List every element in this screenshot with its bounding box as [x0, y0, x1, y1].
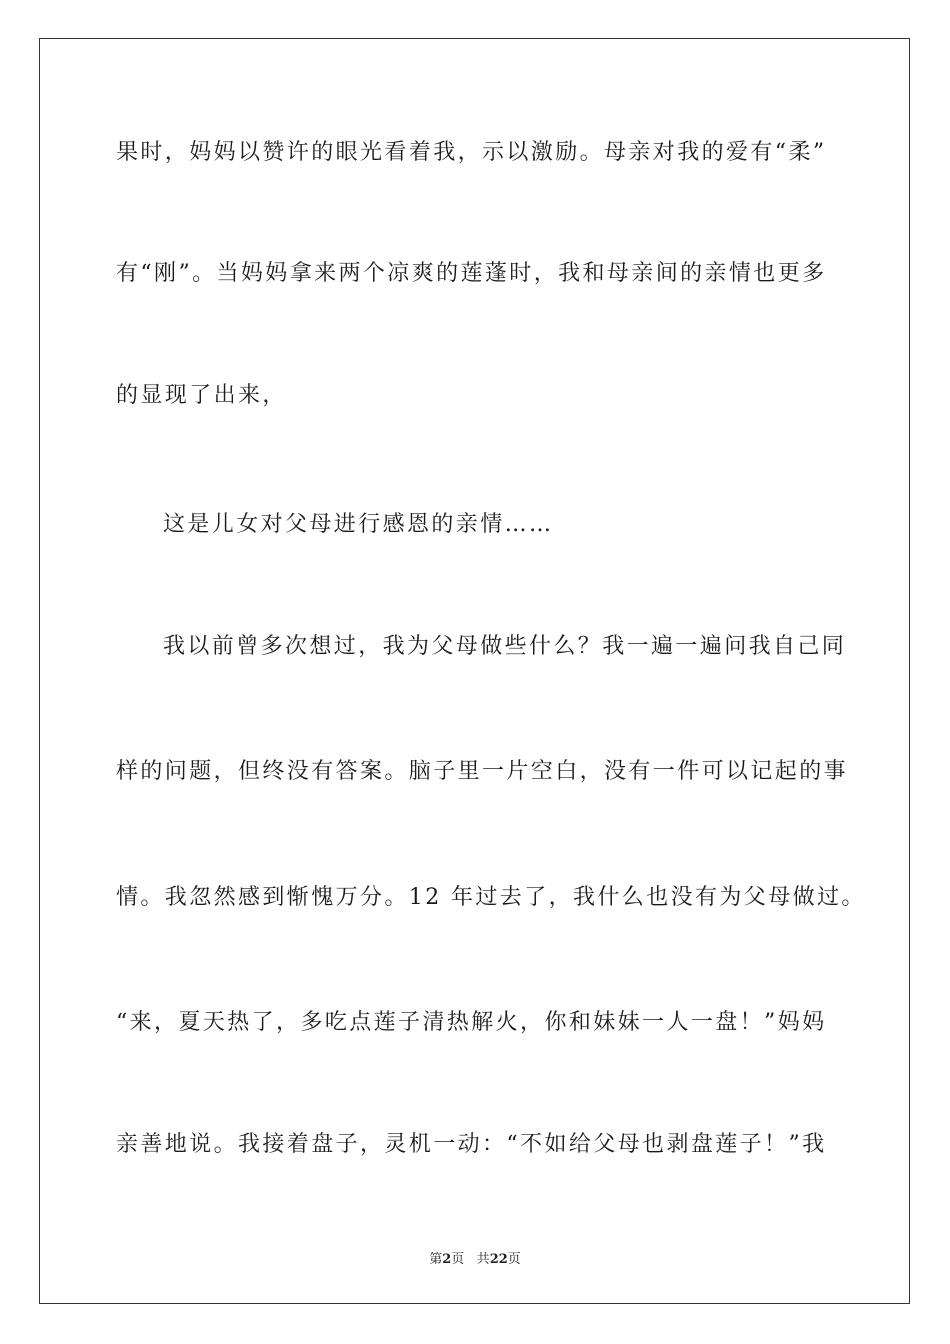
text-line-9: 亲善地说。我接着盘子，灵机一动：“不如给父母也剥盘莲子！”我 — [116, 1132, 827, 1157]
footer-total-suffix: 页 — [507, 1252, 521, 1267]
text-line-4: 这是儿女对父母进行感恩的亲情…… — [163, 512, 554, 537]
text-line-7: 情。我忽然感到惭愧万分。12 年过去了，我什么也没有为父母做过。 — [116, 885, 866, 910]
text-line-1: 果时，妈妈以赞许的眼光看着我，示以激励。母亲对我的爱有“柔” — [116, 140, 827, 165]
footer-page-prefix: 第 — [429, 1252, 443, 1267]
page-footer — [0, 1248, 950, 1267]
footer-total-prefix: 共 — [476, 1252, 490, 1267]
text-line-6: 样的问题，但终没有答案。脑子里一片空白，没有一件可以记起的事 — [116, 759, 849, 784]
page-border — [39, 38, 910, 1304]
footer-page-number: 2 — [442, 1252, 452, 1267]
text-line-8: “来，夏天热了，多吃点莲子清热解火，你和妹妹一人一盘！”妈妈 — [116, 1010, 827, 1035]
text-line-5: 我以前曾多次想过，我为父母做些什么？我一遍一遍问我自己同 — [163, 634, 847, 659]
footer-total-pages: 22 — [489, 1252, 508, 1267]
text-line-2: 有“刚”。当妈妈拿来两个凉爽的莲蓬时，我和母亲间的亲情也更多 — [116, 261, 827, 286]
text-line-3: 的显现了出来， — [116, 383, 287, 408]
footer-page-suffix: 页 — [451, 1252, 465, 1267]
